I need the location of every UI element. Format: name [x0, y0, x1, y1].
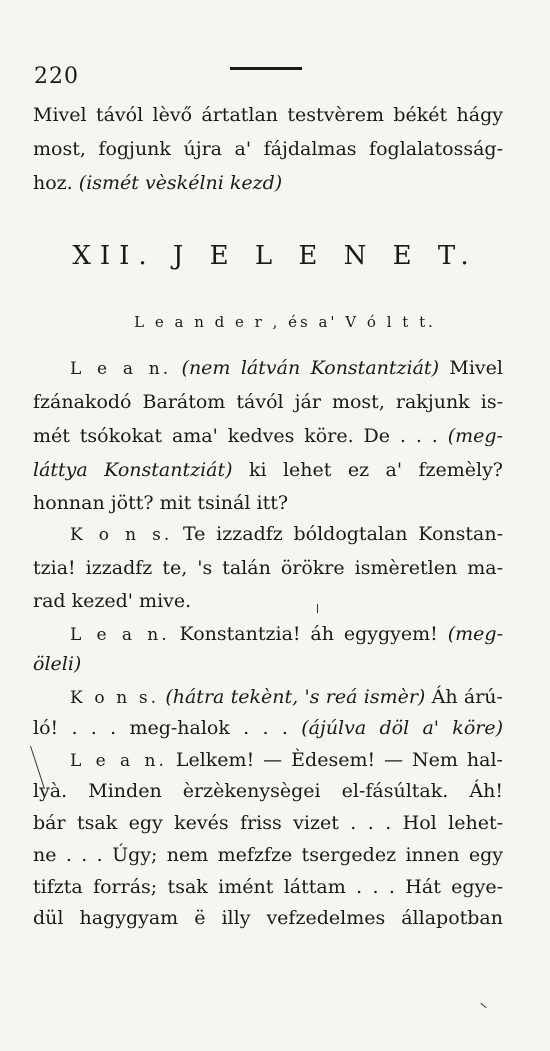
stage-direction-3-end: láttya Konstantziát) [33, 459, 233, 481]
ink-mark [317, 604, 318, 613]
speaker-kons-2: K o n s. [70, 688, 160, 708]
header-rule [230, 67, 302, 70]
text-line-8: honnan jött? mit tsinál itt? [33, 492, 289, 514]
speech-5-line-1 [70, 748, 503, 773]
text-line-3 [33, 171, 503, 195]
page-number: 220 [34, 64, 79, 89]
stage-direction-6: (ájúlva döl a' köre) [301, 717, 503, 739]
text-line-20: tifzta forrás; tsak imént láttam . . . Hát egye- [33, 876, 503, 898]
stage-direction-3: (meg- [447, 425, 503, 447]
text-line-21: dül hagygyam ë illy vefzedelmes állapotban [33, 907, 503, 929]
text-line-10: tzia! izzadfz te, 's talán örökre ismèretlen ma- [33, 557, 503, 579]
speech-3-text: Konstantzia! áh egygyem! [179, 623, 438, 645]
stage-direction-5: (hátra tekènt, 's reá ismèr) [165, 686, 426, 708]
speaker-kons: K o n s. [70, 525, 173, 545]
stage-direction-4-end: öleli) [33, 653, 82, 675]
speech-1-text: Mivel [449, 357, 503, 379]
text-line-7 [33, 458, 503, 482]
speech-3-line-1 [70, 622, 503, 647]
text-line-6-start: mét tsókokat ama' kedves köre. De . . . [33, 425, 438, 447]
text-line-5: fzánakodó Barátom távól jár most, rakjunk is- [33, 391, 503, 413]
speech-1-line-1 [70, 356, 503, 381]
text-line-7-end: ki lehet ez a' fzemèly? [248, 459, 503, 481]
ink-mark [480, 1003, 486, 1008]
text-line-15-start: ló! . . . meg-halok . . . [33, 717, 288, 739]
scene-heading: XII. J E L E N E T. [72, 241, 478, 271]
stage-direction-1: (ismét vèskélni kezd) [78, 172, 283, 194]
text-line-6 [33, 424, 503, 448]
text-line-19: ne . . . Úgy; nem mefzfze tsergedez innen egy [33, 844, 503, 866]
stage-direction-4: (meg- [447, 623, 503, 645]
text-line-1: Mivel távól lèvő ártatlan testvèrem békét hágy [33, 104, 503, 126]
text-line-2: most, fogjunk újra a' fájdalmas foglalatosság- [33, 138, 503, 160]
speech-4-line-1 [70, 685, 503, 710]
text-line-18: bár tsak egy kevés friss vizet . . . Hol lehet- [33, 812, 503, 834]
speech-2-line-1 [70, 522, 503, 547]
speech-4-text: Áh árú- [431, 686, 503, 708]
speaker-lean: L e a n. [70, 359, 172, 379]
text-line-11: rad kezed' mive. [33, 590, 192, 612]
text-line-3-start: hoz. [33, 172, 73, 194]
scene-characters: L e a n d e r , és a' V ó l t t. [134, 313, 436, 331]
text-line-15 [33, 716, 503, 740]
speaker-lean-2: L e a n. [70, 625, 170, 645]
speech-5-text: Lelkem! — Èdesem! — Nem hal- [175, 749, 503, 771]
speech-2-text: Te izzadfz bóldogtalan Konstan- [182, 523, 503, 545]
text-line-17: lyà. Minden èrzèkenysègei el-fásúltak. Áh! [33, 780, 503, 802]
speaker-lean-3: L e a n. [70, 751, 167, 771]
stage-direction-2: (nem látván Konstantziát) [181, 357, 439, 379]
